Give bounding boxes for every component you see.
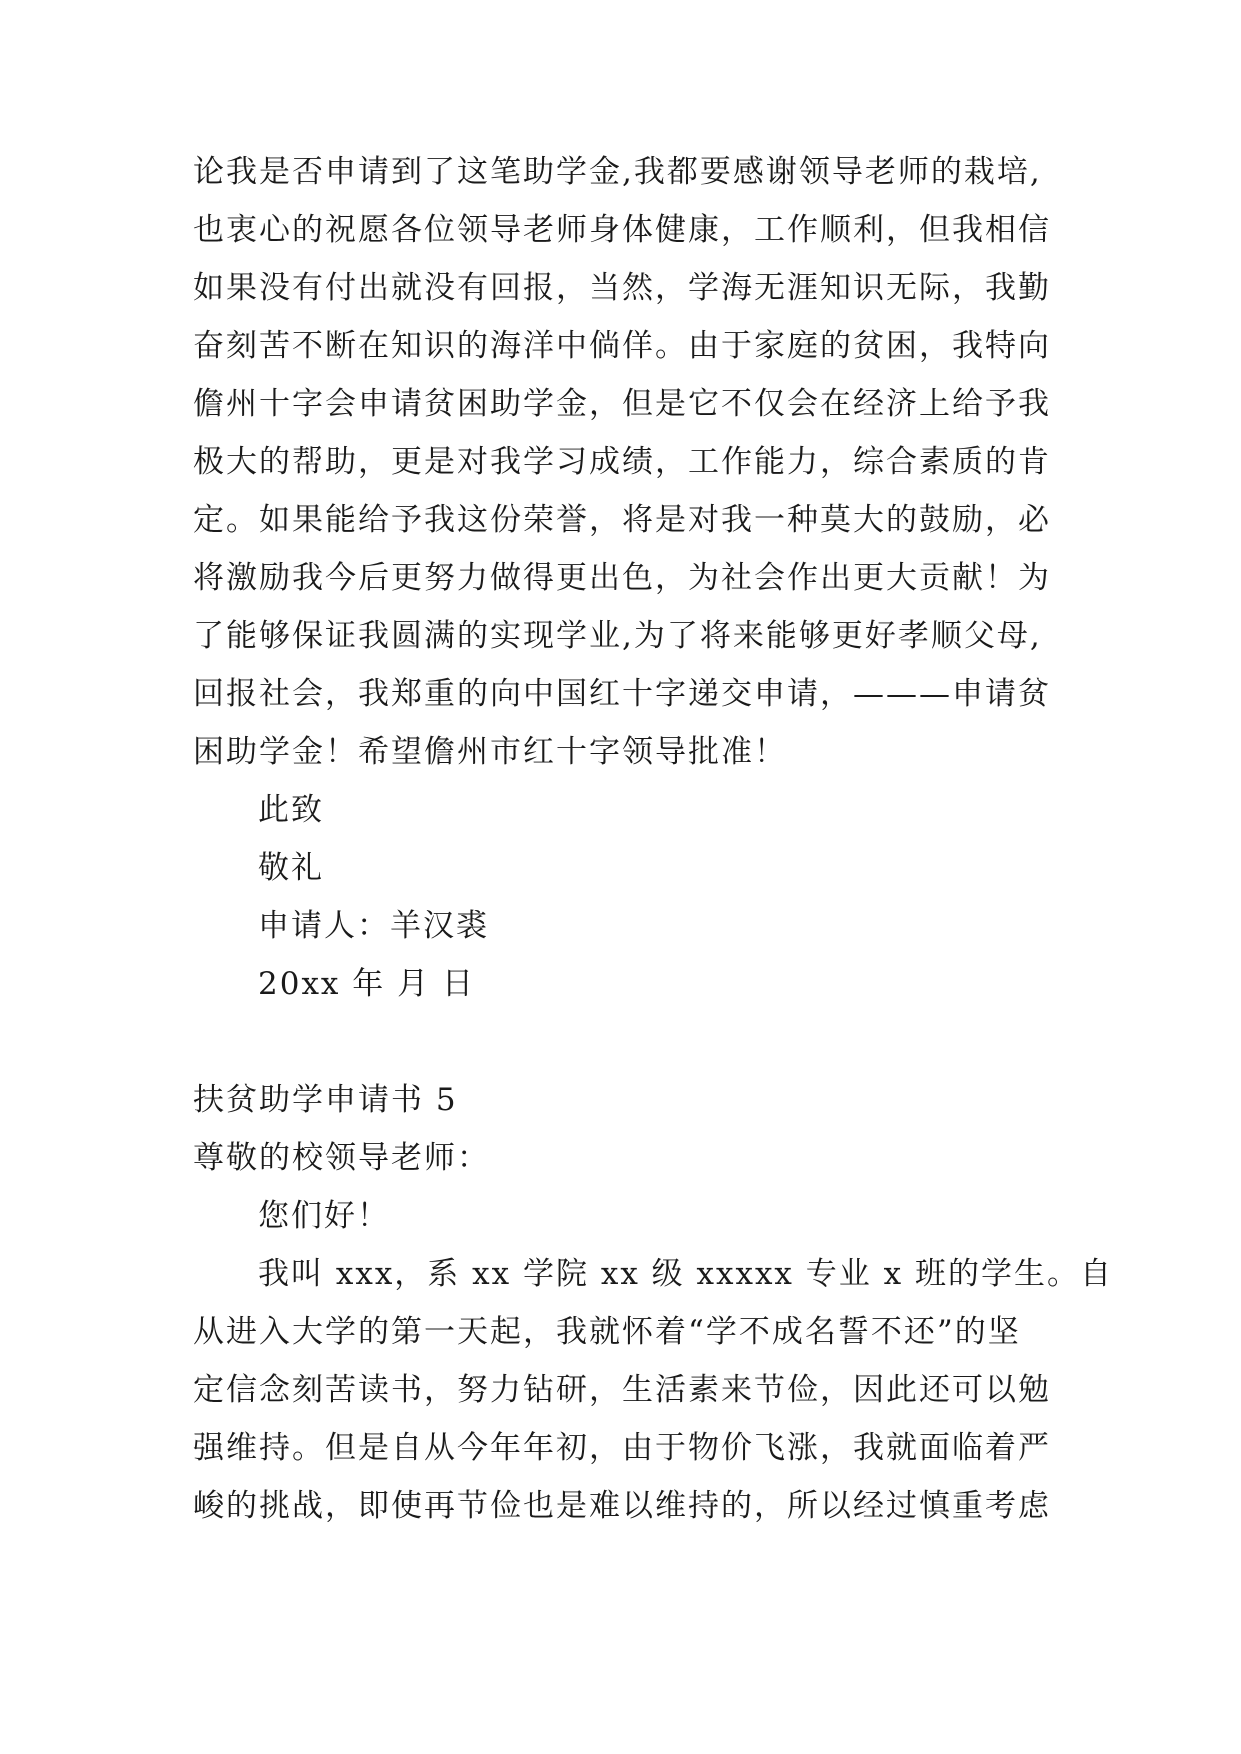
paragraph-line: 强维持。但是自从今年年初，由于物价飞涨，我就面临着严 [193, 1430, 1051, 1466]
paragraph-line: 我叫 xxx，系 xx 学院 xx 级 xxxxx 专业 x 班的学生。自 [258, 1256, 1113, 1292]
paragraph-line: 如果没有付出就没有回报，当然，学海无涯知识无际，我勤 [193, 270, 1051, 306]
paragraph-line: 儋州十字会申请贫困助学金，但是它不仅会在经济上给予我 [193, 386, 1051, 422]
paragraph-line: 回报社会，我郑重的向中国红十字递交申请，———申请贫 [193, 676, 1051, 712]
date-line: 20xx 年 月 日 [258, 966, 475, 1002]
signature: 申请人：羊汉裘 [258, 908, 489, 944]
paragraph-line: 也衷心的祝愿各位领导老师身体健康，工作顺利，但我相信 [193, 212, 1051, 248]
paragraph-line: 了能够保证我圆满的实现学业,为了将来能够更好孝顺父母, [193, 618, 1042, 654]
closing-line: 此致 [258, 792, 324, 828]
closing-line: 敬礼 [258, 850, 324, 886]
paragraph-line: 奋刻苦不断在知识的海洋中倘佯。由于家庭的贫困，我特向 [193, 328, 1051, 364]
paragraph-line: 极大的帮助，更是对我学习成绩，工作能力，综合素质的肯 [193, 444, 1051, 480]
paragraph-line: 困助学金！希望儋州市红十字领导批准！ [193, 734, 787, 770]
paragraph-line: 定。如果能给予我这份荣誉，将是对我一种莫大的鼓励，必 [193, 502, 1051, 538]
paragraph-line: 论我是否申请到了这笔助学金,我都要感谢领导老师的栽培, [193, 154, 1042, 190]
salutation: 尊敬的校领导老师： [193, 1140, 490, 1176]
section-title: 扶贫助学申请书 5 [193, 1082, 458, 1118]
greeting: 您们好！ [258, 1198, 390, 1234]
paragraph-line: 将激励我今后更努力做得更出色，为社会作出更大贡献！为 [193, 560, 1051, 596]
paragraph-line: 定信念刻苦读书，努力钻研，生活素来节俭，因此还可以勉 [193, 1372, 1051, 1408]
paragraph-line: 峻的挑战，即使再节俭也是难以维持的，所以经过慎重考虑 [193, 1488, 1051, 1524]
paragraph-line: 从进入大学的第一天起，我就怀着“学不成名誓不还”的坚 [193, 1314, 1021, 1350]
